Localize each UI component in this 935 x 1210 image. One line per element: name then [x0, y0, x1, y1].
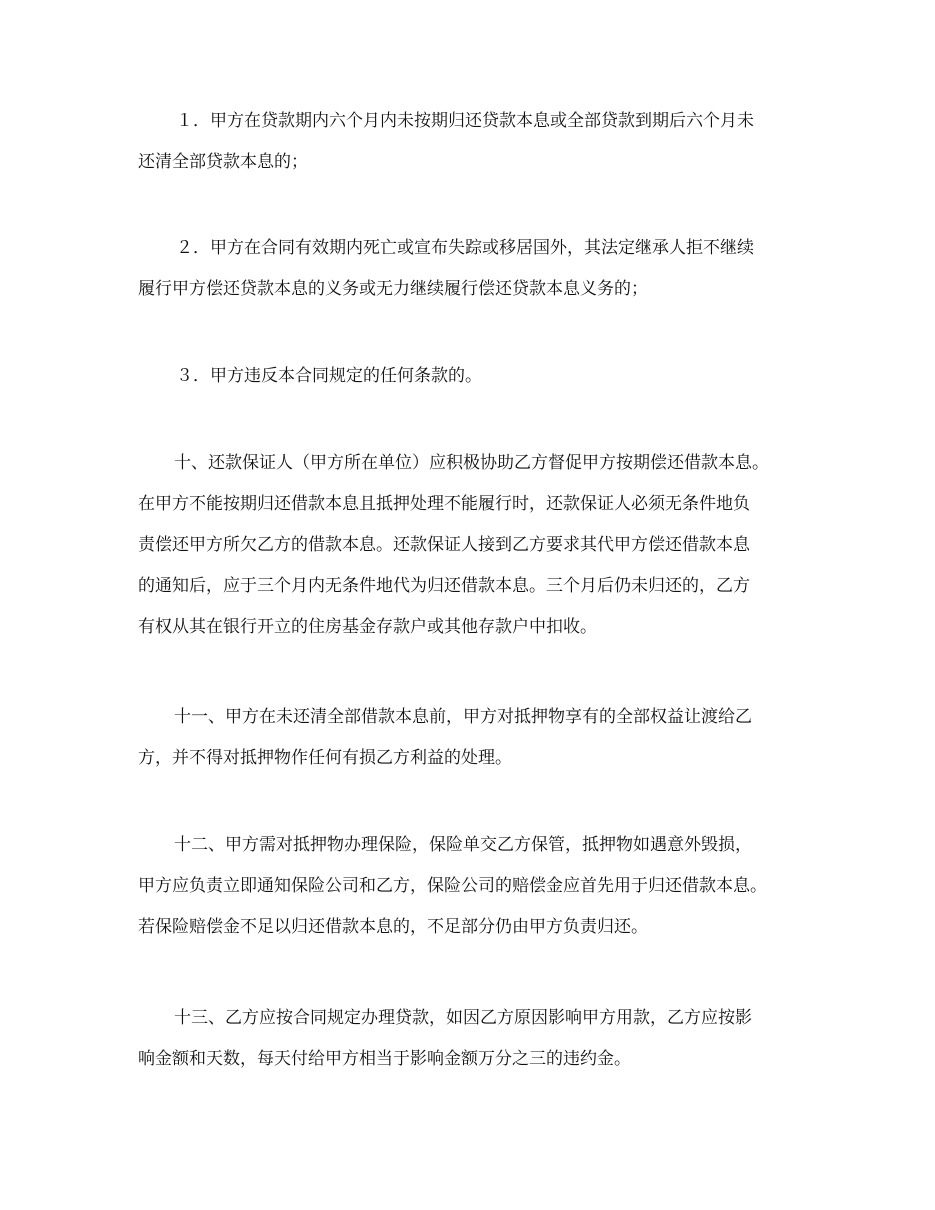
text-line: 履行甲方偿还贷款本息的义务或无力继续履行偿还贷款本息义务的； — [138, 279, 648, 299]
text-line: 十三、乙方应按合同规定办理贷款，如因乙方原因影响甲方用款，乙方应按影 — [174, 1008, 752, 1028]
clause-item-2 — [138, 228, 818, 310]
text-line: 有权从其在银行开立的住房基金存款户或其他存款户中扣收。 — [138, 617, 597, 637]
text-line: 响金额和天数，每天付给甲方相当于影响金额万分之三的违约金。 — [138, 1049, 631, 1069]
text-line: 在甲方不能按期归还借款本息且抵押处理不能履行时，还款保证人必须无条件地负 — [138, 494, 750, 514]
text-line: ２．甲方在合同有效期内死亡或宣布失踪或移居国外，其法定继承人拒不继续 — [176, 238, 754, 258]
clause-ten — [138, 443, 818, 648]
clause-eleven — [138, 697, 818, 779]
text-line: 若保险赔偿金不足以归还借款本息的，不足部分仍由甲方负责归还。 — [138, 917, 648, 937]
clause-thirteen — [138, 998, 818, 1080]
text-line: 十二、甲方需对抵押物办理保险，保险单交乙方保管，抵押物如遇意外毁损， — [174, 835, 752, 855]
clause-item-1 — [138, 101, 818, 183]
text-line: 的通知后，应于三个月内无条件地代为归还借款本息。三个月后仍未归还的，乙方 — [138, 576, 750, 596]
text-line: ３．甲方违反本合同规定的任何条款的。 — [176, 366, 482, 386]
text-line: 十一、甲方在未还清全部借款本息前，甲方对抵押物享有的全部权益让渡给乙 — [174, 707, 752, 727]
text-line: 责偿还甲方所欠乙方的借款本息。还款保证人接到乙方要求其代甲方偿还借款本息 — [138, 535, 750, 555]
text-line: 还清全部贷款本息的； — [138, 152, 308, 172]
clause-twelve — [138, 825, 818, 948]
text-line: 十、还款保证人（甲方所在单位）应积极协助乙方督促甲方按期偿还借款本息。 — [174, 453, 769, 473]
text-line: 方，并不得对抵押物作任何有损乙方利益的处理。 — [138, 748, 512, 768]
text-line: １．甲方在贷款期内六个月内未按期归还贷款本息或全部贷款到期后六个月未 — [176, 111, 754, 131]
clause-item-3 — [138, 356, 818, 397]
text-line: 甲方应负责立即通知保险公司和乙方，保险公司的赔偿金应首先用于归还借款本息。 — [138, 876, 767, 896]
